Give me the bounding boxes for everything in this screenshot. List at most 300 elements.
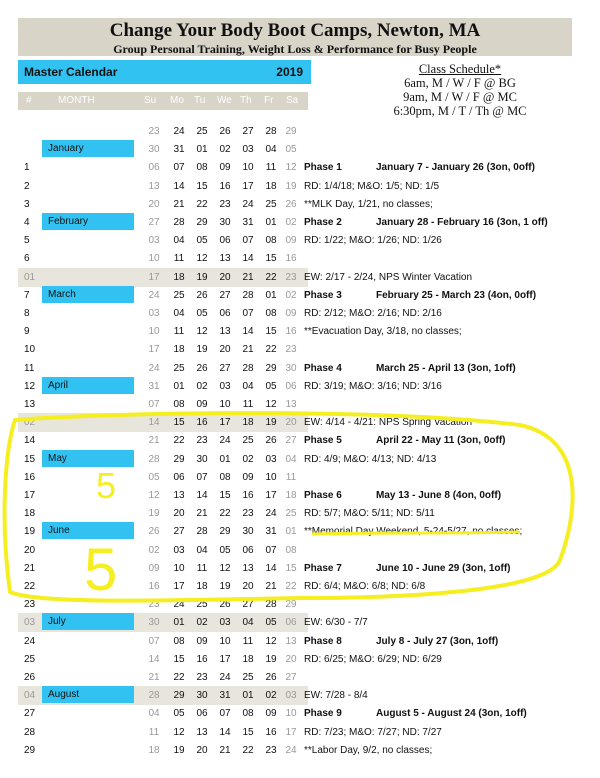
day-cell: 15 [219,490,231,501]
row-note [304,435,506,447]
note-text: **Memorial Day Weekend, 5-24-5/27, no classes; [304,526,523,538]
day-cell: 29 [196,217,208,228]
day-cell: 16 [219,180,231,192]
day-cell: 02 [196,380,208,392]
day-cell: 06 [196,708,208,720]
day-cell: 20 [285,653,297,665]
page-header [18,18,572,56]
day-cell: 21 [242,271,254,283]
day-cell: 03 [219,617,231,629]
page-title: Change Your Body Boot Camps, Newton, MA [109,20,481,41]
day-cell: 27 [148,217,160,228]
day-cell: 05 [148,471,160,483]
row-note [304,289,537,301]
phase-dates: June 10 - June 29 (3on, 1off) [376,562,511,574]
day-cell: 17 [219,417,231,429]
day-cell: 13 [219,326,231,338]
calendar-row [0,686,600,705]
month-name: May [48,452,67,464]
day-cell: 21 [219,744,231,756]
day-cell: 09 [196,635,208,647]
month-name: June [48,525,70,537]
note-text: RD: 7/23; M&O: 7/27; ND: 7/27 [304,726,442,738]
day-cell: 15 [196,180,208,192]
calendar-row [0,359,600,378]
row-note [304,617,368,628]
day-cell: 13 [173,490,185,501]
day-cell: 31 [219,690,231,702]
calendar-row [0,231,600,250]
day-cell: 01 [173,380,185,392]
day-cell: 28 [242,289,254,301]
day-cell: 20 [173,508,185,520]
day-cell: 01 [265,289,277,301]
row-note [304,654,442,665]
day-cell: 25 [173,362,185,374]
note-text: Phase 4 [304,362,342,374]
day-cell: 20 [196,744,208,756]
week-number: 2 [24,180,30,192]
day-cell: 13 [219,253,231,265]
day-cell: 22 [285,581,297,592]
col-th: Th [240,95,252,106]
note-text: Phase 9 [304,708,342,720]
day-cell: 13 [242,562,254,574]
week-number: 27 [24,708,36,720]
day-cell: 23 [285,344,297,356]
day-cell: 16 [265,726,277,738]
week-number: 10 [24,344,36,356]
day-cell: 29 [285,126,297,137]
day-cell: 27 [173,526,185,538]
day-cell: 16 [196,653,208,665]
week-number: 4 [24,217,30,228]
day-cell: 25 [242,672,254,683]
day-cell: 22 [173,435,185,447]
day-cell: 10 [219,635,231,647]
day-cell: 19 [196,271,208,283]
day-cell: 02 [148,544,160,556]
day-cell: 03 [219,380,231,392]
week-number: 12 [24,380,36,392]
schedule-title: Class Schedule* [418,62,502,76]
day-cell: 21 [148,672,160,683]
row-note [304,745,432,756]
day-cell: 30 [219,217,231,228]
day-cell: 20 [219,271,231,283]
day-cell: 28 [242,362,254,374]
day-cell: 07 [219,708,231,720]
day-cell: 27 [219,289,231,301]
calendar-label: Master Calendar [24,65,118,79]
calendar-row [0,249,600,268]
col-we: We [217,95,232,106]
note-text: RD: 1/4/18; M&O: 1/5; ND: 1/5 [304,180,440,192]
day-cell: 25 [265,198,277,210]
day-cell: 26 [219,599,231,611]
day-cell: 29 [173,453,185,465]
note-text: Phase 3 [304,289,342,301]
calendar-row [0,140,600,159]
month-name: August [48,689,80,701]
calendar-row [0,340,600,359]
day-cell: 10 [148,253,160,265]
day-cell: 28 [148,453,160,465]
day-cell: 17 [148,271,160,283]
row-note [304,690,368,701]
day-cell: 13 [285,635,297,647]
phase-dates: February 25 - March 23 (4on, 0off) [376,289,537,301]
day-cell: 15 [242,726,254,738]
day-cell: 08 [196,162,208,174]
week-number: 03 [24,617,36,629]
day-cell: 05 [196,308,208,319]
phase-dates: April 22 - May 11 (3on, 0off) [376,435,506,447]
note-text: Phase 6 [304,490,342,501]
day-cell: 17 [173,581,185,592]
day-cell: 29 [285,599,297,611]
schedule-line: 6am, M / W / F @ BG [404,76,516,90]
day-cell: 14 [265,562,277,574]
day-cell: 04 [242,380,254,392]
day-cell: 22 [196,198,208,210]
day-cell: 23 [148,599,160,611]
calendar-row [0,304,600,323]
day-cell: 31 [242,217,254,228]
day-cell: 02 [219,144,231,156]
row-note [304,490,502,501]
day-cell: 21 [265,581,277,592]
calendar-row [0,595,600,614]
day-cell: 08 [285,544,297,556]
day-cell: 17 [242,180,254,192]
calendar-row [0,468,600,487]
week-number: 13 [24,399,36,410]
month-label [42,522,134,539]
day-cell: 25 [173,289,185,301]
day-cell: 04 [173,235,185,247]
day-cell: 18 [173,344,185,356]
day-cell: 24 [219,435,231,447]
note-text: RD: 1/22; M&O: 1/26; ND: 1/26 [304,235,442,247]
row-note [304,326,462,337]
month-label [42,377,134,394]
note-text: EW: 6/30 - 7/7 [304,617,368,629]
row-note [304,454,436,465]
month-label [42,286,134,303]
day-cell: 11 [285,471,297,483]
day-cell: 23 [196,672,208,683]
day-cell: 30 [242,526,254,538]
day-cell: 23 [265,744,277,756]
col-fr: Fr [264,95,274,106]
day-cell: 29 [265,362,277,374]
calendar-row [0,522,600,541]
day-cell: 06 [285,617,297,629]
day-cell: 07 [173,162,185,174]
day-cell: 26 [265,435,277,447]
day-cell: 09 [219,162,231,174]
week-number: 01 [24,271,36,283]
week-number: 04 [24,690,36,702]
day-cell: 30 [148,144,160,156]
day-cell: 17 [285,726,297,738]
day-cell: 14 [242,326,254,338]
day-cell: 06 [285,380,297,392]
day-cell: 15 [265,253,277,265]
day-cell: 17 [265,490,277,501]
day-cell: 09 [242,471,254,483]
day-cell: 22 [242,744,254,756]
col-sa: Sa [286,95,299,106]
month-name: January [48,143,84,155]
day-cell: 16 [148,581,160,592]
day-cell: 10 [242,162,254,174]
day-cell: 12 [265,399,277,410]
day-cell: 20 [242,581,254,592]
day-cell: 02 [265,690,277,702]
phase-dates: January 7 - January 26 (3on, 0off) [376,162,535,174]
day-cell: 11 [265,162,277,174]
note-text: RD: 6/25; M&O: 6/29; ND: 6/29 [304,653,442,665]
day-cell: 19 [173,744,185,756]
day-cell: 11 [196,562,208,574]
day-cell: 24 [148,362,160,374]
day-cell: 01 [285,526,297,538]
day-cell: 06 [148,162,160,174]
calendar-row [0,213,600,232]
day-cell: 07 [148,635,160,647]
day-cell: 16 [196,417,208,429]
day-cell: 18 [196,581,208,592]
col-tu: Tu [194,95,206,106]
calendar-row [0,668,600,687]
col-month: MONTH [58,95,95,106]
day-cell: 05 [265,617,277,629]
day-cell: 02 [285,217,297,228]
day-cell: 15 [173,417,185,429]
note-text: RD: 4/9; M&O: 4/13; ND: 4/13 [304,453,437,465]
note-text: RD: 3/19; M&O: 3/16; ND: 3/16 [304,380,442,392]
day-cell: 30 [196,690,208,702]
calendar-row [0,577,600,596]
day-cell: 02 [196,617,208,629]
day-cell: 19 [285,180,297,192]
calendar-row [0,704,600,723]
day-cell: 12 [148,490,160,501]
week-number: 21 [24,562,36,574]
month-label [42,450,134,467]
day-cell: 23 [242,508,254,520]
week-number: 14 [24,435,36,447]
week-number: 25 [24,653,36,665]
day-cell: 19 [148,508,160,520]
day-cell: 13 [285,399,297,410]
day-cell: 25 [242,435,254,447]
calendar-row [0,122,600,141]
day-cell: 20 [285,417,297,429]
week-number: 5 [24,235,30,247]
calendar-row [0,450,600,469]
note-text: RD: 5/7; M&O: 5/11; ND: 5/11 [304,508,435,520]
day-cell: 30 [196,453,208,465]
day-cell: 23 [219,198,231,210]
day-cell: 19 [265,653,277,665]
day-cell: 28 [265,126,277,137]
day-cell: 26 [219,126,231,137]
calendar-row [0,431,600,450]
day-cell: 14 [219,726,231,738]
day-cell: 26 [265,672,277,683]
calendar-row [0,650,600,669]
day-cell: 27 [242,599,254,611]
day-cell: 16 [285,253,297,265]
day-cell: 01 [196,144,208,156]
phase-dates: May 13 - June 8 (4on, 0off) [376,490,502,501]
day-cell: 04 [173,308,185,319]
day-cell: 07 [242,308,254,319]
day-cell: 20 [148,198,160,210]
week-number: 9 [24,326,30,338]
day-cell: 03 [265,453,277,465]
note-text: RD: 2/12; M&O: 2/16; ND: 2/16 [304,308,442,319]
day-cell: 10 [148,326,160,338]
col-su: Su [144,95,157,106]
calendar-row [0,377,600,396]
month-name: March [48,288,76,300]
day-cell: 23 [148,126,160,137]
day-cell: 24 [242,198,254,210]
col-num: # [26,95,32,106]
day-cell: 23 [196,435,208,447]
calendar-row [0,741,600,760]
day-cell: 14 [148,653,160,665]
day-cell: 19 [196,344,208,356]
day-cell: 10 [265,471,277,483]
week-number: 20 [24,544,36,556]
week-number: 1 [24,162,30,174]
phase-dates: August 5 - August 24 (3on, 1off) [376,708,527,720]
day-cell: 18 [285,490,297,501]
annotation-mark: 5 [96,465,117,506]
calendar-row [0,613,600,632]
row-note [304,508,435,519]
day-cell: 24 [285,744,297,756]
day-cell: 11 [148,726,160,738]
week-number: 26 [24,672,36,683]
annotation-mark: 5 [84,536,118,603]
week-number: 19 [24,526,36,538]
day-cell: 08 [265,308,277,319]
day-cell: 11 [242,635,254,647]
calendar-row [0,723,600,742]
day-cell: 26 [196,362,208,374]
row-note [304,581,425,592]
day-cell: 03 [148,235,160,247]
week-number: 28 [24,726,36,738]
week-number: 6 [24,253,30,265]
day-cell: 28 [173,217,185,228]
day-cell: 30 [148,617,160,629]
day-cell: 27 [219,362,231,374]
day-cell: 06 [242,544,254,556]
day-cell: 17 [219,653,231,665]
day-cell: 07 [196,471,208,483]
day-cell: 06 [173,471,185,483]
day-cell: 21 [148,435,160,447]
day-cell: 03 [242,144,254,156]
day-cell: 25 [196,126,208,137]
day-cell: 01 [242,690,254,702]
calendar-row [0,158,600,177]
day-cell: 16 [285,326,297,338]
week-number: 18 [24,508,36,520]
calendar-row [0,504,600,523]
day-cell: 02 [285,289,297,301]
phase-dates: January 28 - February 16 (3on, 1 off) [376,217,548,228]
page-subtitle: Group Personal Training, Weight Loss & Performance for Busy People [113,42,477,56]
day-cell: 28 [196,526,208,538]
day-cell: 07 [265,544,277,556]
day-cell: 21 [196,508,208,520]
note-text: Phase 8 [304,635,342,647]
day-cell: 11 [242,399,254,410]
day-cell: 12 [173,726,185,738]
month-name: July [48,616,66,628]
note-text: Phase 2 [304,217,342,228]
calendar-row [0,177,600,196]
row-note [304,235,442,246]
day-cell: 06 [219,308,231,319]
day-cell: 04 [242,617,254,629]
day-cell: 05 [196,235,208,247]
day-cell: 28 [148,690,160,702]
day-cell: 13 [148,180,160,192]
week-number: 23 [24,599,36,611]
row-note [304,272,472,283]
day-cell: 12 [196,253,208,265]
day-cell: 24 [173,599,185,611]
calendar-row [0,195,600,214]
week-number: 15 [24,453,36,465]
row-note [304,199,433,210]
day-cell: 09 [285,235,297,247]
day-cell: 02 [242,453,254,465]
note-text: EW: 7/28 - 8/4 [304,690,368,702]
day-cell: 07 [242,235,254,247]
day-cell: 24 [173,126,185,137]
day-cell: 10 [285,708,297,720]
day-cell: 19 [265,417,277,429]
note-text: Phase 7 [304,562,342,574]
day-cell: 12 [196,326,208,338]
row-note [304,727,442,738]
row-note [304,562,511,574]
column-header-row [18,92,308,110]
schedule-line: 9am, M / W / F @ MC [403,90,517,104]
row-note [304,162,535,174]
row-note [304,181,439,192]
day-cell: 26 [285,198,297,210]
month-label [42,213,134,230]
day-cell: 12 [285,162,297,174]
day-cell: 14 [196,490,208,501]
day-cell: 24 [265,508,277,520]
phase-dates: March 25 - April 13 (3on, 1off) [376,362,516,374]
day-cell: 25 [196,599,208,611]
month-name: April [48,379,69,391]
day-cell: 12 [219,562,231,574]
